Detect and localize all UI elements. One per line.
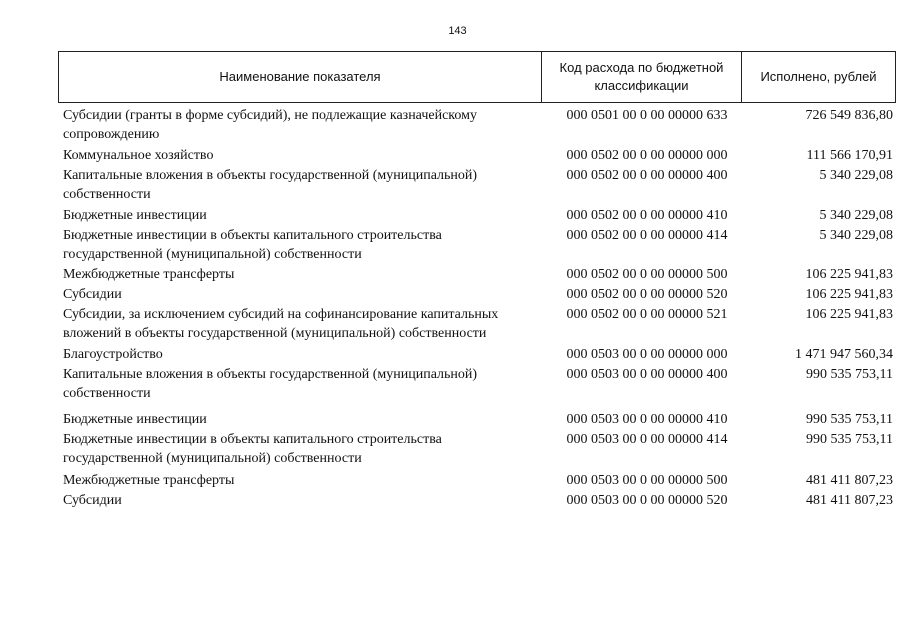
table-row	[63, 226, 893, 264]
row-amount: 990 535 753,11	[806, 412, 893, 427]
row-amount: 5 340 229,08	[819, 228, 893, 243]
header-executed-amount: Исполнено, рублей	[760, 69, 877, 84]
table-row	[63, 365, 893, 403]
table-row	[63, 305, 893, 343]
table-row	[63, 106, 893, 144]
row-name: Субсидии, за исключением субсидий на софинансирование капитальных вложений в объекты государственной (муниципальной) собственности	[63, 307, 499, 341]
row-amount: 5 340 229,08	[819, 208, 893, 223]
table-header	[58, 51, 896, 103]
row-code: 000 0503 00 0 00 00000 000	[566, 347, 728, 362]
row-name: Межбюджетные трансферты	[63, 473, 235, 488]
row-name: Капитальные вложения в объекты государственной (муниципальной) собственности	[63, 367, 478, 401]
header-budget-code: Код расхода по бюджетной классификации	[542, 52, 742, 102]
table-row	[63, 265, 893, 284]
table-row	[63, 166, 893, 204]
row-name: Благоустройство	[63, 347, 163, 362]
table-row	[63, 491, 893, 510]
header-indicator-name: Наименование показателя	[59, 52, 542, 102]
row-amount: 5 340 229,08	[819, 168, 893, 183]
table-row	[63, 471, 893, 490]
row-code: 000 0503 00 0 00 00000 400	[566, 367, 728, 382]
row-code: 000 0503 00 0 00 00000 414	[566, 432, 728, 447]
row-name: Бюджетные инвестиции	[63, 412, 207, 427]
row-name: Капитальные вложения в объекты государственной (муниципальной) собственности	[63, 168, 478, 202]
table-row	[63, 206, 893, 225]
row-amount: 481 411 807,23	[806, 473, 893, 488]
table-row	[63, 410, 893, 429]
table-row	[63, 146, 893, 165]
row-amount: 106 225 941,83	[805, 287, 893, 302]
row-amount: 481 411 807,23	[806, 493, 893, 508]
row-code: 000 0502 00 0 00 00000 500	[566, 267, 728, 282]
row-code: 000 0501 00 0 00 00000 633	[566, 108, 728, 123]
row-amount: 990 535 753,11	[806, 432, 893, 447]
row-code: 000 0502 00 0 00 00000 000	[566, 148, 728, 163]
row-name: Субсидии (гранты в форме субсидий), не подлежащие казначейскому сопровождению	[63, 108, 477, 142]
row-name: Субсидии	[63, 287, 122, 302]
row-code: 000 0502 00 0 00 00000 414	[566, 228, 728, 243]
table-body	[63, 106, 893, 510]
row-name: Субсидии	[63, 493, 122, 508]
table-row	[63, 345, 893, 364]
row-name: Бюджетные инвестиции в объекты капитального строительства государственной (муниципальной) собственности	[63, 228, 442, 262]
table-row	[63, 430, 893, 468]
row-name: Межбюджетные трансферты	[63, 267, 235, 282]
row-amount: 106 225 941,83	[805, 307, 893, 322]
row-name: Бюджетные инвестиции	[63, 208, 207, 223]
row-code: 000 0502 00 0 00 00000 520	[566, 287, 728, 302]
row-code: 000 0503 00 0 00 00000 410	[566, 412, 728, 427]
table-row	[63, 285, 893, 304]
row-amount: 726 549 836,80	[805, 108, 893, 123]
row-name: Коммунальное хозяйство	[63, 148, 214, 163]
row-code: 000 0502 00 0 00 00000 410	[566, 208, 728, 223]
page-number: 143	[448, 25, 467, 37]
row-code: 000 0502 00 0 00 00000 400	[566, 168, 728, 183]
row-amount: 1 471 947 560,34	[795, 347, 893, 362]
row-amount: 990 535 753,11	[806, 367, 893, 382]
row-code: 000 0503 00 0 00 00000 500	[566, 473, 728, 488]
row-name: Бюджетные инвестиции в объекты капитального строительства государственной (муниципальной) собственности	[63, 432, 442, 466]
row-code: 000 0503 00 0 00 00000 520	[566, 493, 728, 508]
row-amount: 106 225 941,83	[805, 267, 893, 282]
row-code: 000 0502 00 0 00 00000 521	[566, 307, 728, 322]
row-amount: 111 566 170,91	[806, 148, 893, 163]
